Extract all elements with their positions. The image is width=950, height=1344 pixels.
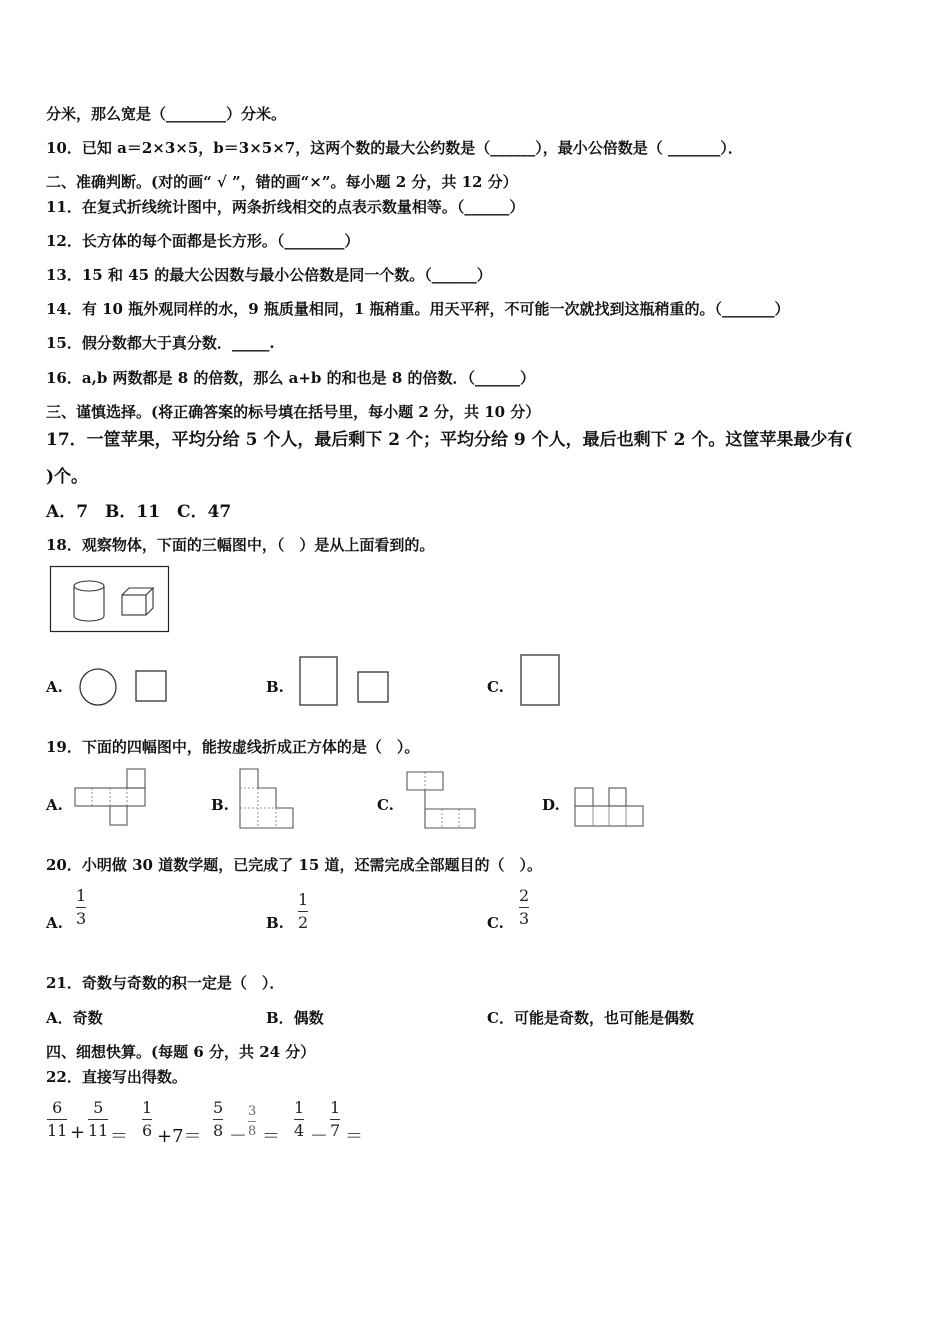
q19-option-c-net bbox=[405, 770, 480, 830]
q22-equals-4: ＝ bbox=[345, 1126, 363, 1147]
q18-option-a-figure bbox=[78, 667, 170, 707]
q19-option-d-net bbox=[573, 786, 648, 830]
question-17-end: )个。 bbox=[46, 467, 89, 487]
q18-option-b-label: B. bbox=[266, 678, 284, 696]
q22-fraction-5: 3 8 bbox=[248, 1104, 257, 1139]
question-12: 12．长方体的每个面都是长方形。（________） bbox=[46, 232, 360, 250]
q18-option-b-figure bbox=[298, 655, 392, 707]
q22-fraction-1: 6 11 bbox=[47, 1098, 68, 1140]
question-19: 19．下面的四幅图中，能按虚线折成正方体的是（ ）。 bbox=[46, 738, 420, 756]
question-17: 17．一筐苹果，平均分给 5 个人，最后剩下 2 个；平均分给 9 个人，最后也剩下 2 个。这筐苹果最少有( bbox=[46, 430, 853, 450]
q20-option-b-label: B. bbox=[266, 914, 284, 932]
q22-plus-seven-equals: +7＝ bbox=[157, 1126, 202, 1147]
q19-option-a-net bbox=[74, 768, 149, 828]
cube-shape bbox=[122, 588, 153, 615]
q19-option-a-label: A. bbox=[46, 796, 63, 814]
section-4-heading: 四、细想快算。(每题 6 分，共 24 分） bbox=[46, 1043, 316, 1061]
q19-option-b-label: B. bbox=[211, 796, 229, 814]
question-10: 10．已知 a＝2×3×5，b＝3×5×7，这两个数的最大公约数是（______），最小公倍数是（ _______）． bbox=[46, 139, 743, 157]
q21-option-b: B．偶数 bbox=[266, 1009, 324, 1027]
q18-option-c-figure bbox=[519, 653, 563, 707]
q22-minus-4: － bbox=[310, 1126, 328, 1147]
question-14: 14．有 10 瓶外观同样的水，9 瓶质量相同，1 瓶稍重。用天平秤，不可能一次就找到这瓶稍重的。（_______） bbox=[46, 300, 790, 318]
q22-equals-3: ＝ bbox=[262, 1126, 280, 1147]
section-2-heading: 二、准确判断。(对的画“ √ ”，错的画“×”。每小题 2 分，共 12 分） bbox=[46, 173, 518, 191]
q18-option-a-label: A. bbox=[46, 678, 63, 696]
q22-fraction-6: 1 4 bbox=[294, 1098, 305, 1140]
q22-plus-1: + bbox=[70, 1122, 86, 1143]
q18-objects-figure bbox=[50, 566, 170, 634]
q22-fraction-3: 1 6 bbox=[142, 1098, 153, 1140]
q20-option-b-fraction: 1 2 bbox=[298, 890, 309, 932]
q21-option-a: A．奇数 bbox=[46, 1009, 103, 1027]
q22-minus-3: － bbox=[229, 1126, 247, 1147]
question-20: 20．小明做 30 道数学题，已完成了 15 道，还需完成全部题目的（ ）。 bbox=[46, 856, 543, 874]
q20-option-a-label: A. bbox=[46, 914, 63, 932]
q20-option-a-fraction: 1 3 bbox=[76, 886, 87, 928]
question-16: 16．a,b 两数都是 8 的倍数，那么 a+b 的和也是 8 的倍数．（______） bbox=[46, 369, 536, 387]
question-21: 21．奇数与奇数的积一定是（ ）． bbox=[46, 974, 285, 992]
q22-fraction-7: 1 7 bbox=[330, 1098, 341, 1140]
q20-option-c-fraction: 2 3 bbox=[519, 886, 530, 928]
q9-continuation: 分米，那么宽是（________）分米。 bbox=[46, 105, 287, 123]
question-22: 22．直接写出得数。 bbox=[46, 1068, 187, 1086]
q22-fraction-2: 5 11 bbox=[88, 1098, 109, 1140]
q19-option-d-label: D. bbox=[542, 796, 560, 814]
q20-option-c-label: C. bbox=[487, 914, 504, 932]
question-11: 11．在复式折线统计图中，两条折线相交的点表示数量相等。（______） bbox=[46, 198, 525, 216]
q22-fraction-4: 5 8 bbox=[213, 1098, 224, 1140]
cylinder-shape bbox=[74, 581, 104, 621]
q18-option-c-label: C. bbox=[487, 678, 504, 696]
question-18: 18．观察物体，下面的三幅图中，（ ）是从上面看到的。 bbox=[46, 536, 435, 554]
section-3-heading: 三、谨慎选择。(将正确答案的标号填在括号里，每小题 2 分，共 10 分） bbox=[46, 403, 541, 421]
question-17-options: A．7 B．11 C．47 bbox=[46, 502, 232, 522]
question-13: 13．15 和 45 的最大公因数与最小公倍数是同一个数。（______） bbox=[46, 266, 492, 284]
q22-equals-1: ＝ bbox=[110, 1126, 128, 1147]
q21-option-c: C．可能是奇数，也可能是偶数 bbox=[487, 1009, 694, 1027]
question-15: 15．假分数都大于真分数．_____. bbox=[46, 334, 275, 352]
q19-option-c-label: C. bbox=[377, 796, 394, 814]
q19-option-b-net bbox=[238, 768, 298, 830]
